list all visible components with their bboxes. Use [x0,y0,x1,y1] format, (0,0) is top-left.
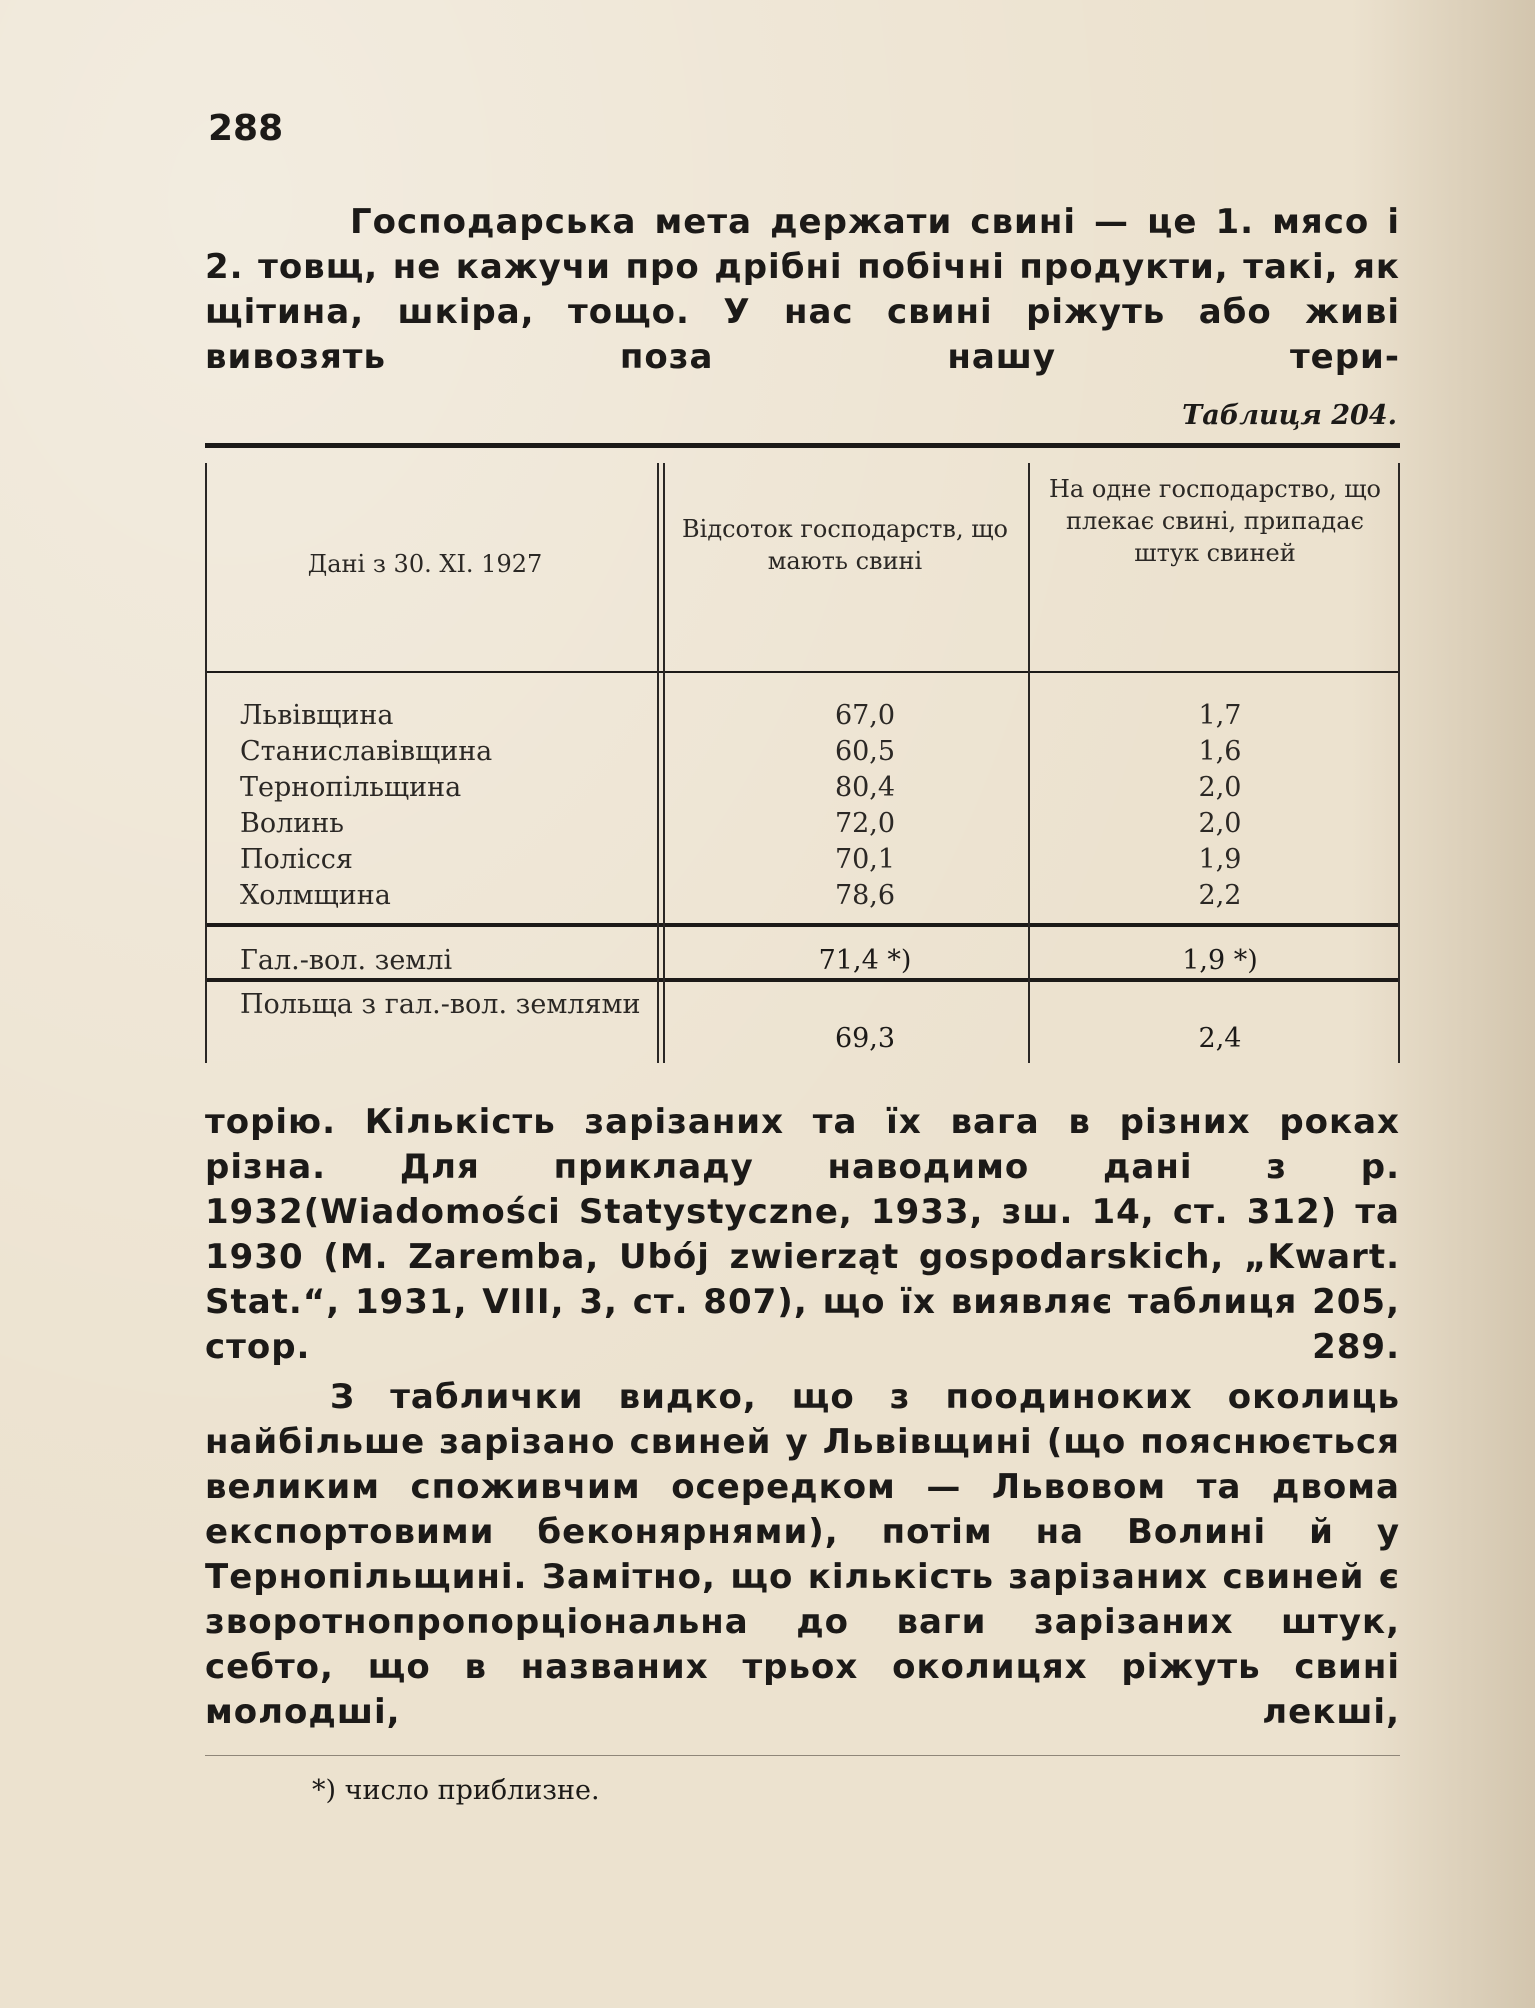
region-label: Холмщина [240,880,391,911]
table-row [240,734,660,770]
region-label: Полісся [240,844,353,875]
table-row [240,806,660,842]
body-paragraph-2: торію. Кількість зарізаних та їх вага в різних роках різна. Для прикладу наводимо дані з р. 1932(Wiadomości Statystyczne, 1933, зш. 14, ст. 312) та 1930 (M. Zaremba, Ubój zwierząt gospodarskich, „Kwart. Stat.“, 1931, VIII, 3, ст. 807), що їх виявляє таблиця 205, стор. 289. [205,1102,1400,1367]
total-top-rule [205,923,1400,927]
percent-value: 72,0 [834,808,896,839]
percent-value: 70,1 [834,844,896,875]
per-farm-value: 2,2 [1198,880,1242,911]
percent-value: 60,5 [834,736,896,767]
region-label: Станиславівщина [240,736,493,767]
total-per-farm: 1,9 *) [1182,945,1258,976]
percent-value: 78,6 [834,880,896,911]
column-divider-1b [663,463,665,1063]
table-row [240,842,660,878]
column-header-percent: Відсоток господарств, що мають свині [682,515,1008,575]
per-farm-value: 1,7 [1198,700,1242,731]
percent-value: 80,4 [834,772,896,803]
percent-value: 67,0 [834,700,896,731]
column-divider-2 [1028,463,1030,1063]
table-right-border [1398,463,1400,1063]
region-label: Тернопільщина [240,772,462,803]
per-farm-value: 1,6 [1198,736,1242,767]
per-farm-value: 1,9 [1198,844,1242,875]
header-rule [205,671,1400,673]
column-header-date: Дані з 30. XI. 1927 [307,550,543,578]
per-farm-value: 2,0 [1198,772,1242,803]
table-row [240,770,660,806]
body-paragraph-3: З таблички видко, що з поодиноких околиць найбільше зарізано свиней у Львівщині (що пояснюється великим споживчим осередком — Львовом та двома експортовими беконярнями), потім на Волині й у Тернопільщині. Замітно, що кількість зарізаних свиней є зворотнопропорціональна до ваги зарізаних штук, себто, що в названих трьох околицях ріжуть свині молодші, лекші, [205,1377,1400,1732]
table-row [240,878,660,914]
table-row [240,698,660,734]
poland-row-label: Польща з гал.-вол. землями [240,989,641,1020]
per-farm-value: 2,0 [1198,808,1242,839]
body-paragraph-1: Господарська мета держати свині — це 1. мясо і 2. товщ, не кажучи про дрібні побічні продукти, такі, як щітина, шкіра, тощо. У нас свині ріжуть або живі вивозять поза нашу тери- [205,202,1400,377]
footnote: *) число приблизне. [312,1775,600,1806]
region-label: Волинь [240,808,344,839]
page-number: 288 [208,108,284,149]
total-percent: 71,4 *) [818,945,912,976]
poland-per-farm: 2,4 [1198,1023,1242,1054]
table-top-rule [205,443,1400,448]
data-table [205,443,1400,1063]
total-bottom-rule [205,978,1400,982]
footnote-divider [205,1755,1400,1756]
per-farm-column [1120,698,1320,914]
percent-column [765,698,965,914]
poland-percent: 69,3 [834,1023,896,1054]
column-header-per-farm: На одне господарство, що плекає свині, припадає штук свиней [1049,475,1381,567]
region-label: Львівщина [240,700,394,731]
region-column [240,698,660,914]
total-row-label: Гал.-вол. землі [240,945,453,976]
table-left-border [205,463,207,1063]
table-caption: Таблиця 204. [1182,400,1397,431]
